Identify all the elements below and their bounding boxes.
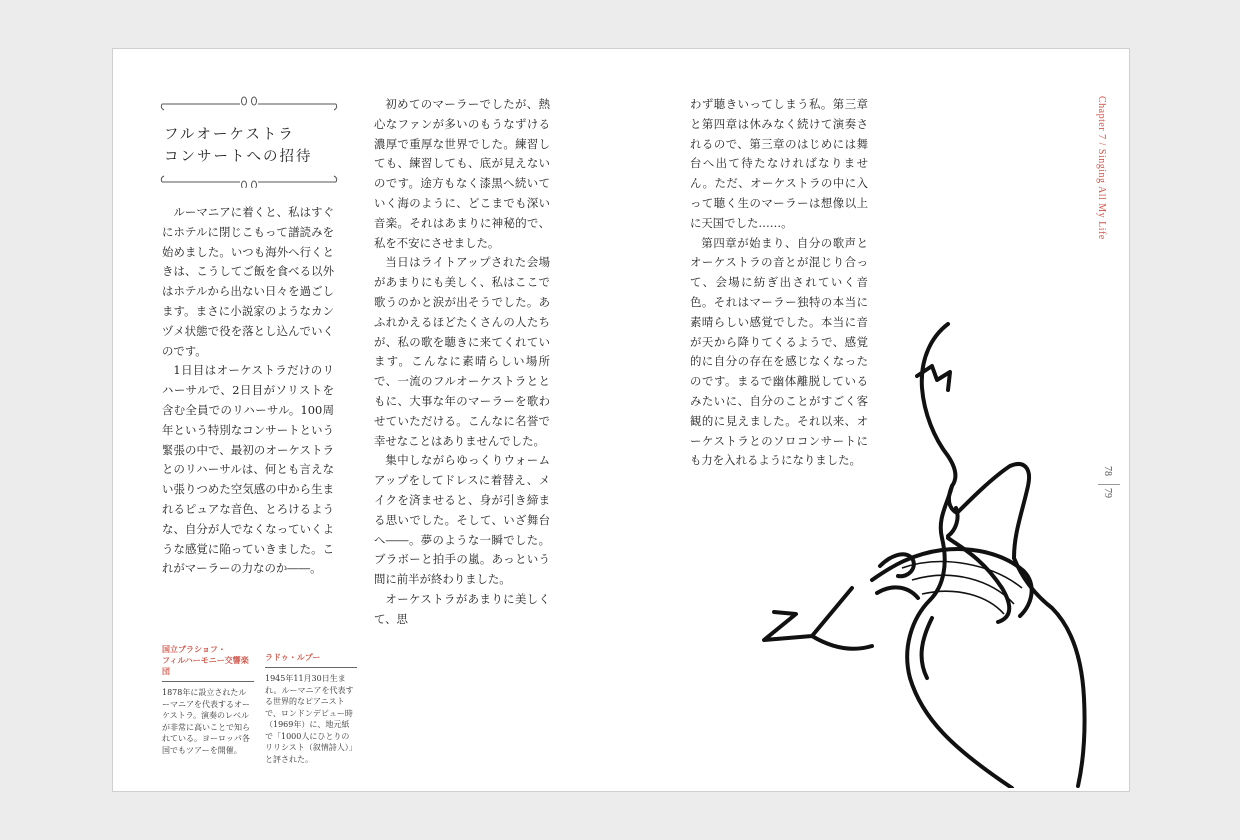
body-column-middle	[374, 95, 550, 630]
paragraph-continued: わず聴きいってしまう私。第三章と第四章は休みなく続けて演奏されるので、第三章のはじめには舞台へ出て待たなければなりません。ただ、オーケストラの中に入って聴く生のマーラーは想像以上に天国でした……。	[690, 97, 868, 230]
heading-line-1: フルオーケストラ	[164, 127, 295, 143]
heading-line-2: コンサートへの招待	[164, 149, 313, 165]
footnote-rule	[162, 681, 254, 682]
running-title: Chapter 7 / Singing All My Life	[1096, 96, 1107, 240]
body-column-left	[162, 203, 334, 579]
section-heading	[164, 124, 313, 168]
paragraph: 第四章が始まり、自分の歌声とオーケストラの音とが混じり合って、会場に紡ぎ出されていく音色。それはマーラー独特の本当に素晴らしい感覚でした。本当に音が天から降りてくるようで、感覚的に自分の存在を感じなくなったのです。まるで幽体離脱しているみたいに、自分のことがすごく客観的に見えました。それ以来、オーケストラとのソロコンサートにも力を入れるようになりました。	[690, 235, 868, 468]
paragraph: 集中しながらゆっくりウォームアップをしてドレスに着替え、メイクを済ませると、身が引き締まる思いでした。そして、いざ舞台へ――。夢のような一瞬でした。ブラボーと拍手の嵐。あっという間に前半が終わりました。	[374, 453, 550, 587]
footnote-text: 1945年11月30日生まれ。ルーマニアを代表する世界的なピアニストで、ロンドンデビュー時（1969年）に、地元紙で「1000人にひとりのリリシスト（叙情詩人）」と評された。	[265, 674, 357, 764]
footnote-pianist	[265, 652, 357, 765]
footnote-title	[162, 644, 254, 677]
paragraph: ルーマニアに着くと、私はすぐにホテルに閉じこもって譜読みを始めました。いつも海外へ行くときは、こうしてご飯を食べる以外はホテルから出ない日々を過ごします。まさに小説家のようなカンヅメ状態で役を落とし込んでいくのです。	[162, 205, 334, 358]
page-number-right: 79	[1102, 488, 1113, 498]
ink-drawing-of-singer	[752, 318, 1088, 792]
paragraph: オーケストラがあまりに美しくて、思	[374, 591, 550, 626]
paragraph: 当日はライトアップされた会場があまりにも美しく、私はここで歌うのかと涙が出そうでした。あふれかえるほどたくさんの人たちが、私の歌を聴きに来てくれています。こんなに素晴らしい場所で、一流のフルオーケストラとともに、大事な年のマーラーを歌わせていただける。こんなに名誉で幸せなことはありませんでした。	[374, 255, 550, 448]
paragraph: 1日目はオーケストラだけのリハーサルで、2日目がソリストを含む全員でのリハーサル。100周年という特別なコンサートという緊張の中で、最初のオーケストラとのリハーサルは、何とも言えない張りつめた空気感の中から生まれるピュアな音色、とろけるような、自分が人でなくなっていくような感覚に陥っていきました。これがマーラーの力なのか――。	[162, 363, 334, 576]
footnote-text: 1878年に設立されたルーマニアを代表するオーケストラ。演奏のレベルが非常に高いことで知られている。ヨーロッパ各国でもツアーを開催。	[162, 688, 250, 755]
footnote-orchestra	[162, 644, 254, 756]
paragraph: 初めてのマーラーでしたが、熱心なファンが多いのもうなずける濃厚で重厚な世界でした。練習しても、練習しても、底が見えないのです。途方もなく漆黒へ続いていく海のように、どこまでも深い音楽。それはあまりに神秘的で、私を不安にさせました。	[374, 97, 550, 250]
footnote-title-line-2: フィルハーモニー交響楽団	[162, 656, 249, 676]
footnote-title-line-1: 国立ブラショフ・	[162, 645, 226, 654]
page-number-left: 78	[1102, 466, 1113, 476]
footnote-title: ラドゥ・ルプー	[265, 653, 321, 662]
page-number-divider	[1098, 484, 1120, 485]
footnote-rule	[265, 667, 357, 668]
